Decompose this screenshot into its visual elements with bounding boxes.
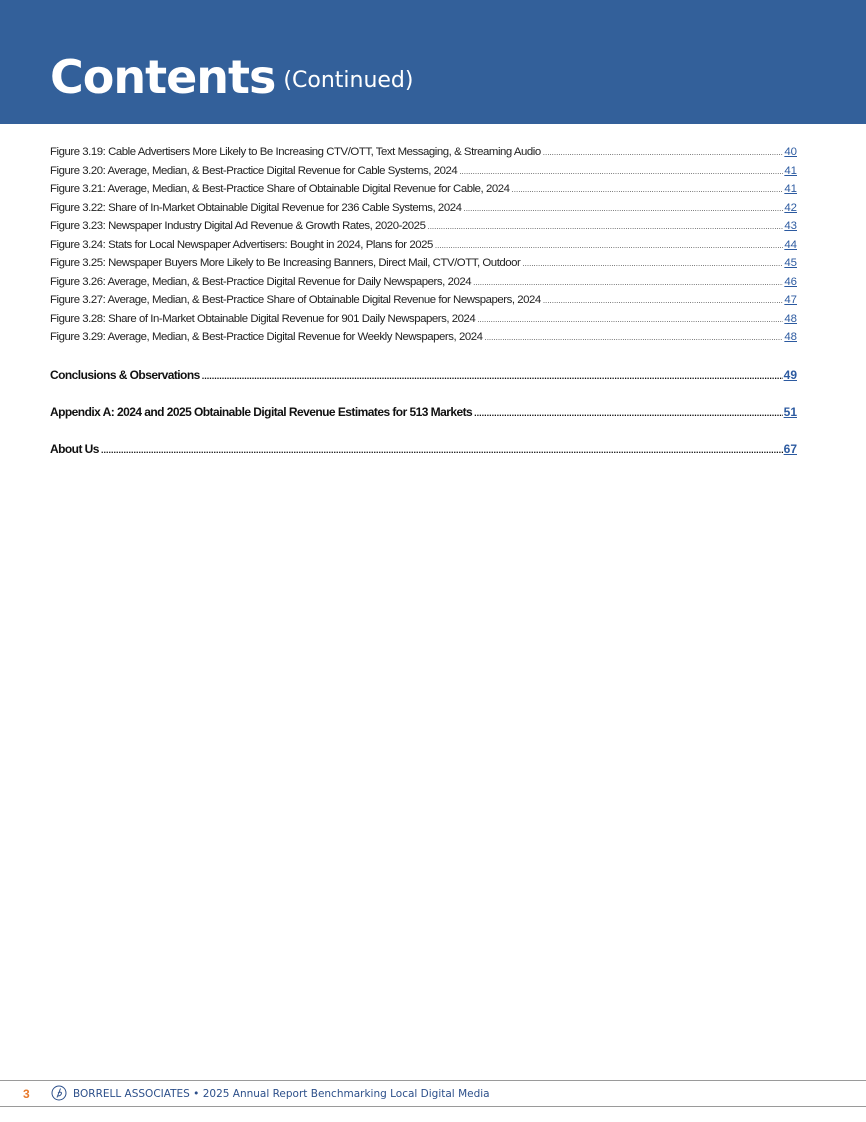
toc-leader-dots (473, 278, 783, 287)
table-of-contents (50, 146, 797, 461)
toc-entry-fig-3-29[interactable] (50, 331, 797, 350)
toc-page-link[interactable]: 67 (783, 442, 797, 456)
toc-leader-dots (474, 408, 782, 418)
toc-section-label: Conclusions & Observations (50, 368, 200, 382)
toc-entry-fig-3-21[interactable] (50, 183, 797, 202)
toc-entry-label: Figure 3.25: Newspaper Buyers More Likely to Be Increasing Banners, Direct Mail, CTV/OTT, Outdoor (50, 257, 521, 269)
toc-page-link[interactable]: 44 (784, 238, 797, 251)
toc-entry-fig-3-25[interactable] (50, 257, 797, 276)
toc-entry-label: Figure 3.29: Average, Median, & Best-Practice Digital Revenue for Weekly Newspapers, 2024 (50, 331, 483, 343)
toc-page-link[interactable]: 46 (784, 275, 797, 288)
toc-section-label: About Us (50, 442, 99, 456)
toc-entry-label: Figure 3.28: Share of In-Market Obtainable Digital Revenue for 901 Daily Newspapers, 2024 (50, 312, 476, 325)
toc-leader-dots (202, 371, 783, 381)
toc-leader-dots (512, 185, 784, 194)
toc-leader-dots (484, 333, 783, 342)
toc-entry-fig-3-26[interactable] (50, 276, 797, 295)
toc-page-link[interactable]: 43 (784, 220, 797, 232)
toc-entry-label: Figure 3.19: Cable Advertisers More Likely to Be Increasing CTV/OTT, Text Messaging, & Streaming Audio (50, 146, 541, 158)
toc-entry-label: Figure 3.27: Average, Median, & Best-Practice Share of Obtainable Digital Revenue for Newspapers, 2024 (50, 294, 541, 306)
toc-leader-dots (435, 241, 783, 250)
toc-page-link[interactable]: 48 (784, 331, 797, 343)
toc-leader-dots (427, 222, 783, 231)
toc-leader-dots (543, 296, 784, 305)
toc-leader-dots (477, 315, 783, 324)
toc-entry-label: Figure 3.23: Newspaper Industry Digital Ad Revenue & Growth Rates, 2020-2025 (50, 220, 426, 232)
toc-entry-label: Figure 3.24: Stats for Local Newspaper Advertisers: Bought in 2024, Plans for 2025 (50, 238, 433, 251)
toc-spacer (50, 387, 797, 406)
toc-entry-label: Figure 3.20: Average, Median, & Best-Practice Digital Revenue for Cable Systems, 2024 (50, 164, 458, 177)
toc-entry-fig-3-28[interactable] (50, 313, 797, 332)
toc-page-link[interactable]: 45 (784, 257, 797, 269)
toc-entry-fig-3-27[interactable] (50, 294, 797, 313)
toc-section-about-us[interactable] (50, 442, 797, 461)
toc-leader-dots (101, 445, 783, 455)
toc-page-link[interactable]: 51 (783, 405, 797, 419)
toc-entry-fig-3-20[interactable] (50, 165, 797, 184)
header-banner (0, 0, 866, 124)
toc-page-link[interactable]: 40 (784, 146, 797, 158)
page-title-subtitle: (Continued) (283, 68, 414, 93)
footer-divider-top (0, 1080, 866, 1081)
page-title (50, 50, 414, 104)
toc-entry-fig-3-23[interactable] (50, 220, 797, 239)
toc-entry-fig-3-24[interactable] (50, 239, 797, 258)
toc-section-label: Appendix A: 2024 and 2025 Obtainable Digital Revenue Estimates for 513 Markets (50, 405, 473, 419)
page-title-main: Contents (50, 50, 276, 104)
toc-page-link[interactable]: 47 (784, 294, 797, 306)
footer-divider-bottom (0, 1106, 866, 1107)
toc-section-conclusions[interactable] (50, 368, 797, 387)
toc-leader-dots (522, 259, 783, 268)
footer-page-number: 3 (23, 1087, 30, 1101)
toc-page-link[interactable]: 41 (784, 183, 797, 195)
toc-leader-dots (459, 167, 783, 176)
toc-page-link[interactable]: 41 (784, 164, 797, 177)
toc-spacer (50, 424, 797, 443)
toc-page-link[interactable]: 49 (783, 368, 797, 382)
toc-leader-dots (463, 204, 783, 213)
borrell-logo-icon (51, 1085, 67, 1101)
toc-entry-label: Figure 3.26: Average, Median, & Best-Practice Digital Revenue for Daily Newspapers, 2024 (50, 275, 472, 288)
toc-page-link[interactable]: 48 (784, 312, 797, 325)
toc-entry-label: Figure 3.22: Share of In-Market Obtainable Digital Revenue for 236 Cable Systems, 2024 (50, 201, 462, 214)
toc-entry-label: Figure 3.21: Average, Median, & Best-Practice Share of Obtainable Digital Revenue for Cable, 2024 (50, 183, 510, 195)
toc-entry-fig-3-19[interactable] (50, 146, 797, 165)
toc-spacer (50, 350, 797, 369)
toc-section-appendix-a[interactable] (50, 405, 797, 424)
toc-entry-fig-3-22[interactable] (50, 202, 797, 221)
toc-page-link[interactable]: 42 (784, 201, 797, 214)
toc-leader-dots (543, 148, 784, 157)
footer-report-title: BORRELL ASSOCIATES • 2025 Annual Report Benchmarking Local Digital Media (73, 1088, 490, 1100)
